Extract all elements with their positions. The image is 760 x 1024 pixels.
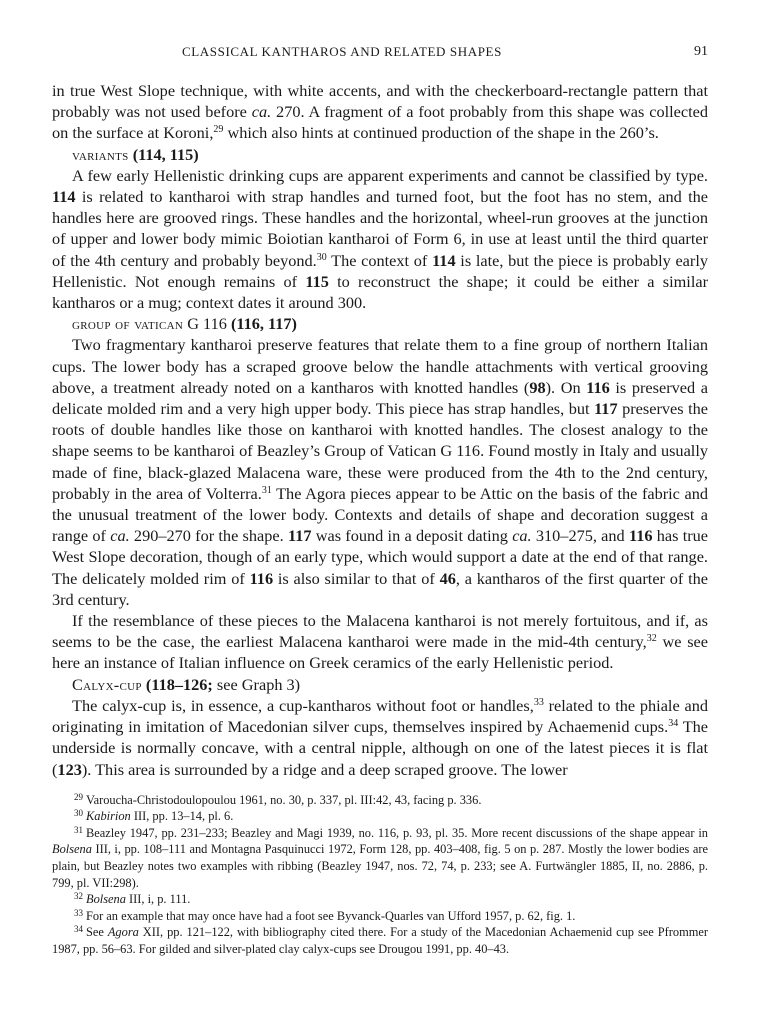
footnotes [52,792,708,958]
footnote-ref-29[interactable]: 29 [213,124,224,136]
paragraph-variants: A few early Hellenistic drinking cups are apparent experiments and cannot be classified by type. 114 is related to kantharoi with strap handles and turned foot, but the foot has no stem, and the handles here are grooved rings. These handles and the horizontal, wheel-run grooves at the junction of upper and lower body mimic Boiotian kantharoi of Form 6, in use at least until the third quarter of the 4th century and probably beyond.$^{30}$ The context of 114 is late, but the piece is probably early Hellenistic. Not enough remains of 115 to reconstruct the shape; it could be either a similar kantharos or a mug; context dates it around 300. [52,165,709,313]
section-heading-group-of-vatican: group of vatican G 116 (116, 117) [72,314,297,334]
page-number: 91 [694,44,708,59]
footnote-32: $^{32}$ Bolsena III, i, p. 111. [74,891,191,907]
footnote-ref-33[interactable]: 33 [533,696,544,708]
footnote-31: $^{31}$ Beazley 1947, pp. 231–233; Beazley and Magi 1939, no. 116, p. 93, pl. 35. More recent discussions of the shape appear in Bolsena III, i, pp. 108–111 and Montagna Pasquinucci 1972, Form 128, pp. 403–408, fig. 5 on p. 287. Mostly the lower bodies are plain, but Beazley notes two examples with ribbing (Beazley 1947, nos. 72, 74, p. 233; see A. Furtwängler 1885, II, no. 2886, p. 799, pl. VII:298). [52,824,708,890]
footnote-29: $^{29}$ Varoucha-Christodoulopoulou 1961, no. 30, p. 337, pl. III:42, 43, facing p. 336. [74,791,482,807]
section-heading-variants: variants (114, 115) [72,144,199,164]
body-text [52,80,708,780]
running-head [52,44,708,66]
running-head-title: CLASSICAL KANTHAROS AND RELATED SHAPES [182,44,502,59]
paragraph-continuation: in true West Slope technique, with white accents, and with the checkerboard-rectangle pattern that probably was not used before ca. 270. A fragment of a foot probably from this shape was collected on the surface at Koroni,$^{29}$ which also hints at continued production of the shape in the 260’s. [52,81,708,143]
footnote-30: $^{30}$ Kabirion III, pp. 13–14, pl. 6. [74,808,234,824]
footnote-ref-31[interactable]: 31 [261,484,272,496]
footnote-ref-34[interactable]: 34 [668,718,679,730]
page [52,44,708,958]
footnote-ref-30[interactable]: 30 [316,251,327,263]
paragraph-malacena: If the resemblance of these pieces to the Malacena kantharoi is not merely fortuitous, and if, as seems to be the case, the earliest Malacena kantharoi were made in the mid-4th century,$^{32}$ we see here an instance of Italian influence on Greek ceramics of the early Hellenistic period. [52,611,708,673]
footnote-34: $^{34}$ See Agora XII, pp. 121–122, with bibliography cited there. For a study of the Macedonian Achaemenid cup see Pfrommer 1987, pp. 56–63. For gilded and silver-plated clay calyx-cups see Drougou 1991, pp. 40–43. [52,924,708,957]
footnote-ref-32[interactable]: 32 [646,633,657,645]
section-heading-calyx-cup: Calyx-cup (118–126; see Graph 3) [72,674,301,694]
paragraph-group-of-vatican: Two fragmentary kantharoi preserve features that relate them to a fine group of northern Italian cups. The lower body has a scraped groove below the handle attachments with vertical grooving above, a treatment already noted on a kantharos with knotted handles (98). On 116 is preserved a delicate molded rim and a very high upper body. This piece has strap handles, but 117 preserves the roots of double handles like those on kantharoi with knotted handles. The closest analogy to the shape seems to be kantharoi of Beazley’s Group of Vatican G 116. Found mostly in Italy and usually made of fine, black-glazed Malacena ware, these were produced from the 4th to the 2nd century, probably in the area of Volterra.$^{31}$ The Agora pieces appear to be Attic on the basis of the fabric and the unusual treatment of the lower body. Contexts and details of shape and decoration suggest a range of ca. 290–270 for the shape. 117 was found in a deposit dating ca. 310–275, and 116 has true West Slope decoration, though of an early type, which would support a date at the end of that range. The delicately molded rim of 116 is also similar to that of 46, a kantharos of the first quarter of the 3rd century. [52,335,709,609]
paragraph-calyx-cup: The calyx-cup is, in essence, a cup-kantharos without foot or handles,$^{33}$ related to the phiale and originating in imitation of Macedonian silver cups, themselves inspired by Achaemenid cups.$^{34}$ The underside is normally concave, with a central nipple, although on one of the latest pieces it is flat (123). This area is surrounded by a ridge and a deep scraped groove. The lower [52,695,709,779]
footnote-33: $^{33}$ For an example that may once have had a foot see Byvanck-Quarles van Ufford 1957, p. 62, fig. 1. [74,907,576,923]
